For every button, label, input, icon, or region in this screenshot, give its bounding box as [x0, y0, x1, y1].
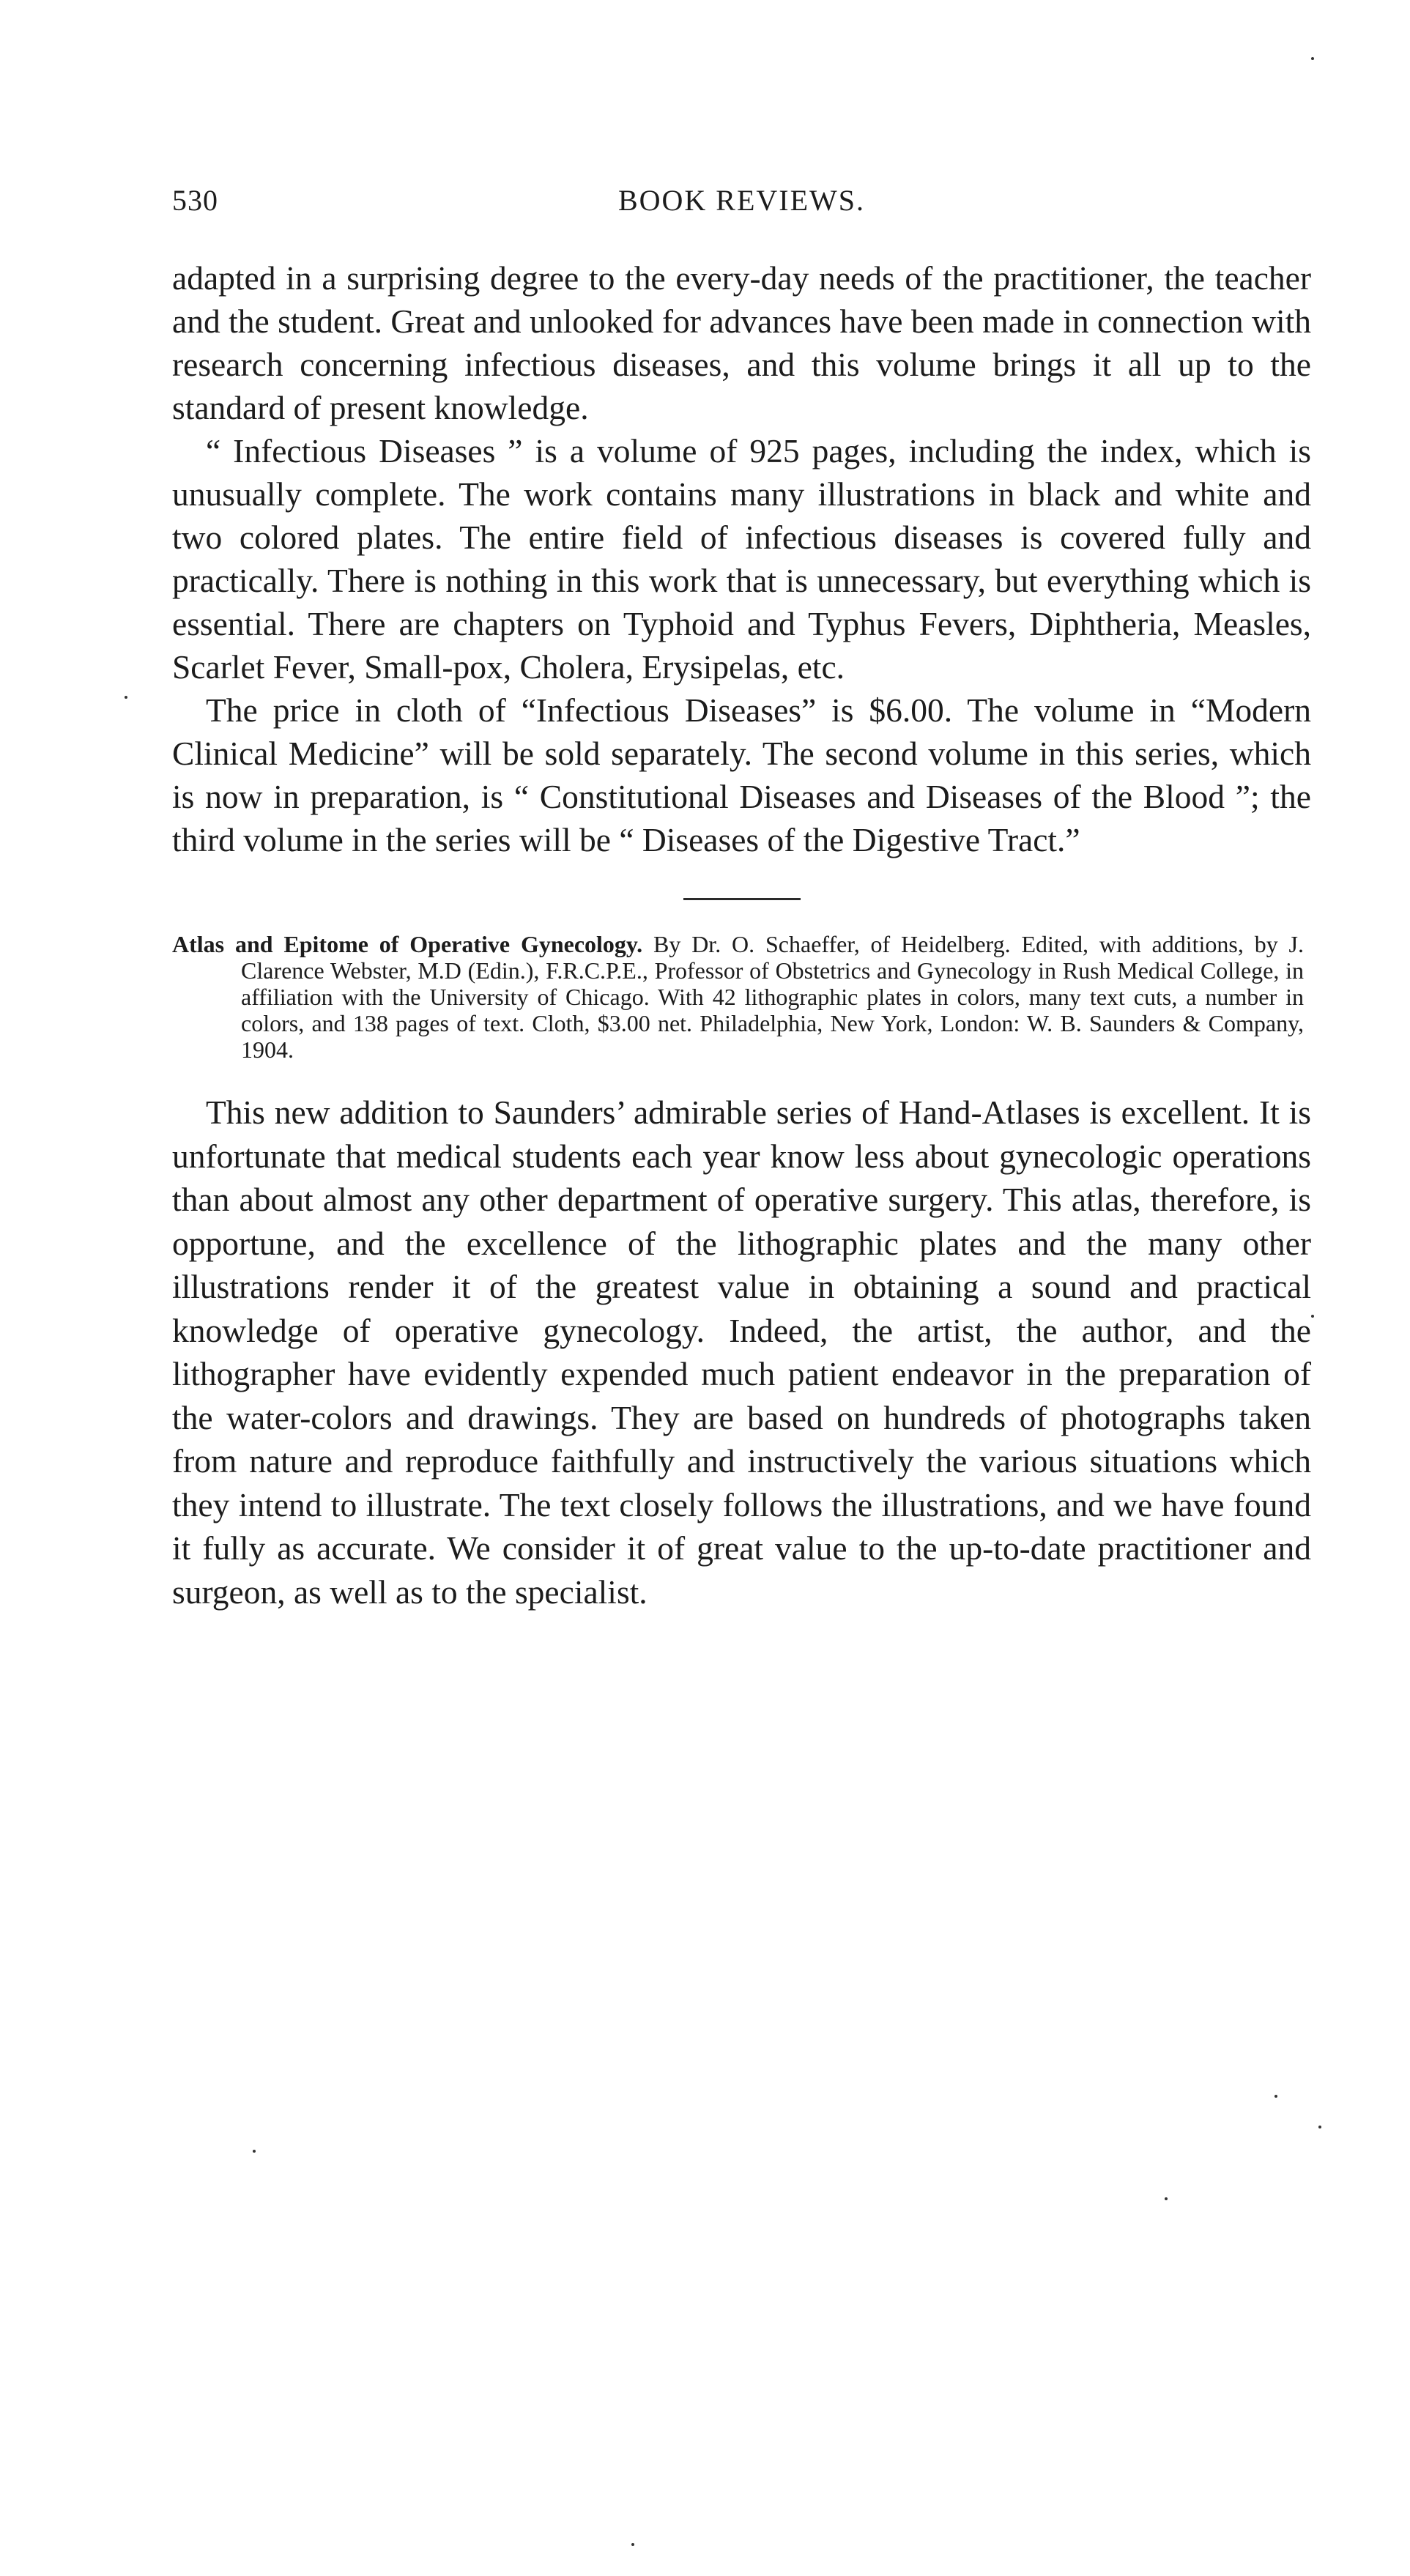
book-details: By Dr. O. Schaeffer, of Heidelberg. Edited, with additions, by J. Clarence Webster, M.D (Edin.), F.R.C.P.E., Professor of Obstetrics and Gynecology in Rush Medical College, in affiliation with the University of Chicago. With 42 lithographic plates in colors, many text cuts, a number in colors, and 138 pages of text. Cloth, $3.00 net. Philadelphia, New York, London: W. B. Saunders & Company, 1904.	[241, 931, 1305, 1063]
running-title: BOOK REVIEWS.	[617, 184, 866, 217]
running-head	[172, 183, 1311, 227]
previous-review-continuation	[172, 256, 1311, 861]
page-number: 530	[172, 184, 218, 217]
scan-speck	[1165, 2197, 1168, 2200]
scan-speck	[125, 696, 127, 699]
section-divider	[683, 898, 801, 900]
review-paragraph: “ Infectious Diseases ” is a volume of 925 pages, including the index, which is unusually complete. The work contains many illustrations in black and white and two colored plates. The entire field of infectious diseases is covered fully and practically. There is nothing in this work that is unnecessary, but everything which is essential. There are chapters on Typhoid and Typhus Fevers, Diphtheria, Measles, Scarlet Fever, Small-pox, Cholera, Erysipelas, etc.	[172, 432, 1311, 686]
review-paragraph: adapted in a surprising degree to the every-day needs of the practitioner, the teacher and the student. Great and unlooked for advances have been made in connection with research concerning infectious diseases, and this volume brings it all up to the standard of present knowledge.	[172, 259, 1311, 426]
scan-speck	[1311, 57, 1314, 60]
review-paragraph: The price in cloth of “Infectious Diseases” is $6.00. The volume in “Modern Clinical Medicine” will be sold separately. The second volume in this series, which is now in preparation, is “ Constitutional Diseases and Diseases of the Blood ”; the third volume in the series will be “ Diseases of the Digestive Tract.”	[172, 691, 1311, 858]
book-citation	[172, 931, 1304, 1063]
review-paragraph: This new addition to Saunders’ admirable series of Hand-Atlases is excellent. It is unfortunate that medical students each year know less about gynecologic operations than about almost any other department of operative surgery. This atlas, therefore, is opportune, and the excellence of the lithographic plates and the many other illustrations render it of the greatest value in obtaining a sound and practical knowledge of operative gynecology. Indeed, the artist, the author, and the lithographer have evidently expended much patient endeavor in the preparation of the water-colors and drawings. They are based on hundreds of photographs taken from nature and reproduce faithfully and instructively the various situations which they intend to illustrate. The text closely follows the illustrations, and we have found it fully as accurate. We consider it of great value to the up-to-date practitioner and surgeon, as well as to the specialist.	[172, 1094, 1311, 1611]
scan-speck	[1318, 2126, 1321, 2128]
scan-speck	[1274, 2095, 1277, 2098]
book-page	[172, 183, 1311, 1614]
scan-speck	[253, 2150, 256, 2153]
new-review-body	[172, 1091, 1311, 1614]
scan-speck	[1311, 1315, 1314, 1318]
book-title: Atlas and Epitome of Operative Gynecology.	[172, 931, 643, 957]
scan-speck	[631, 2543, 634, 2546]
